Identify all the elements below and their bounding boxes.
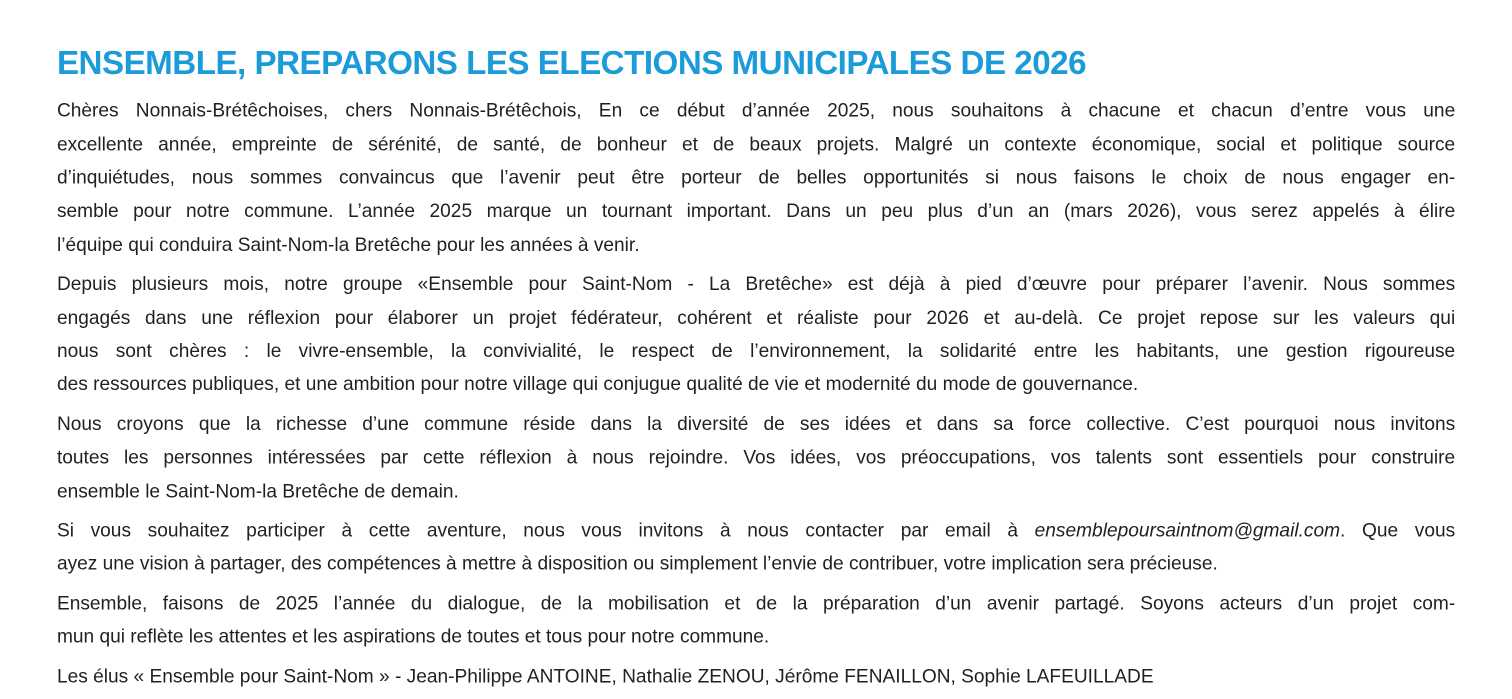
paragraph: [57, 407, 1455, 507]
text-line: [57, 659, 1455, 692]
article-title: ENSEMBLE, PREPARONS LES ELECTIONS MUNICIPALES DE 2026: [56, 45, 1086, 82]
text-line: [57, 161, 1455, 194]
text-line: [57, 94, 1455, 127]
text-segment: ayez une vision à partager, des compétences à mettre à disposition ou simplement l’envie de contribuer, votre implication sera précieuse.: [56, 552, 1218, 575]
text-line: [57, 407, 1455, 440]
text-segment: Ensemble, faisons de 2025 l’année du dialogue, de la mobilisation et de la préparation d’un avenir partagé. Soyons acteurs d’un projet com-: [56, 592, 1456, 614]
text-line: [57, 440, 1455, 473]
text-segment: des ressources publiques, et une ambition pour notre village qui conjugue qualité de vie et modernité du mode de gouvernance.: [56, 373, 1139, 395]
text-segment: semble pour notre commune. L’année 2025 marque un tournant important. Dans un peu plus d’un an (mars 2026), vous serez appelés à élire: [56, 200, 1456, 222]
text-line: [57, 301, 1455, 334]
text-segment: . Que vous: [1340, 519, 1456, 541]
text-line: [57, 513, 1455, 546]
text-segment: ensemble le Saint-Nom-la Bretêche de demain.: [56, 479, 459, 502]
article-body: [57, 94, 1455, 693]
text-line: [57, 368, 1455, 401]
text-segment: Si vous souhaitez participer à cette aventure, nous vous invitons à nous contacter par email à: [56, 519, 1035, 541]
paragraph: [57, 94, 1455, 261]
text-segment: Les élus « Ensemble pour Saint-Nom » - Jean-Philippe ANTOINE, Nathalie ZENOU, Jérôme FENAILLON, Sophie LAFEUILLADE: [56, 665, 1154, 687]
text-segment: mun qui reflète les attentes et les aspirations de toutes et tous pour notre commune.: [56, 625, 770, 648]
paragraph: [57, 586, 1455, 653]
text-segment: excellente année, empreinte de sérénité, de santé, de bonheur et de beaux projets. Malgré un contexte économique, social et politique source: [56, 133, 1456, 155]
text-segment: engagés dans une réflexion pour élaborer un projet fédérateur, cohérent et réaliste pour 2026 et au-delà. Ce projet repose sur les valeurs qui: [56, 306, 1456, 328]
text-segment: Depuis plusieurs mois, notre groupe «Ensemble pour Saint-Nom - La Bretêche» est déjà à pied d’œuvre pour préparer l’avenir. Nous sommes: [56, 272, 1456, 295]
text-line: [57, 547, 1455, 580]
text-line: [57, 586, 1455, 619]
paragraph: [57, 267, 1455, 401]
newsletter-article: [57, 46, 1455, 693]
text-segment: Chères Nonnais-Brétêchoises, chers Nonnais-Brétêchois, En ce début d’année 2025, nous souhaitons à chacune et chacun d’entre vous une: [56, 99, 1456, 121]
text-line: [57, 620, 1455, 653]
text-line: [57, 474, 1455, 507]
text-segment: toutes les personnes intéressées par cette réflexion à nous rejoindre. Vos idées, vos préoccupations, vos talents sont essentiels pour construire: [56, 446, 1456, 468]
text-line: [57, 334, 1455, 367]
paragraph: [57, 513, 1455, 580]
text-segment: l’équipe qui conduira Saint-Nom-la Bretêche pour les années à venir.: [56, 233, 640, 255]
text-segment: Nous croyons que la richesse d’une commune réside dans la diversité de ses idées et dans sa force collective. C’est pourquoi nous invitons: [56, 412, 1456, 435]
text-line: [57, 194, 1455, 227]
text-line: [57, 267, 1455, 300]
email-address: ensemblepoursaintnom@gmail.com: [1034, 519, 1341, 541]
text-segment: nous sont chères : le vivre-ensemble, la convivialité, le respect de l’environnement, la solidarité entre les habitants, une gestion rigoureuse: [56, 339, 1456, 362]
paragraph: [57, 659, 1455, 692]
text-line: [57, 127, 1455, 160]
text-segment: d’inquiétudes, nous sommes convaincus que l’avenir peut être porteur de belles opportunités si nous faisons le choix de nous engager en-: [56, 166, 1456, 188]
text-line: [57, 228, 1455, 261]
